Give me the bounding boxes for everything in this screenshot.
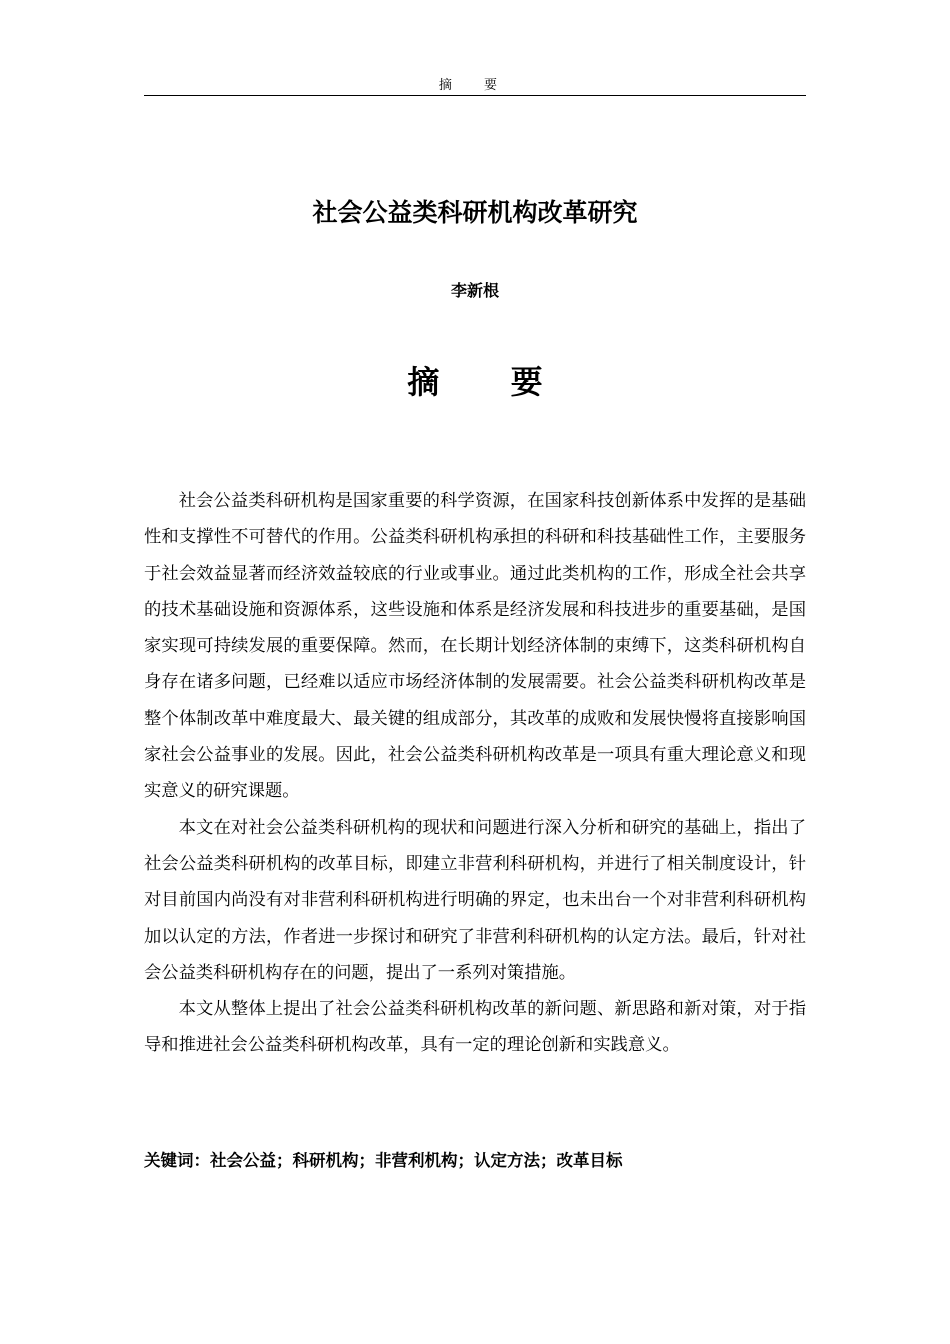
keywords-line: 关键词：社会公益；科研机构；非营利机构；认定方法；改革目标	[144, 1151, 623, 1170]
abstract-heading: 摘 要	[407, 363, 573, 401]
abstract-body	[144, 483, 806, 1064]
running-header: 摘 要	[438, 78, 512, 93]
abstract-paragraph: 本文在对社会公益类科研机构的现状和问题进行深入分析和研究的基础上，指出了社会公益类科研机构的改革目标，即建立非营利科研机构，并进行了相关制度设计，针对目前国内尚没有对非营利科研机构进行明确的界定，也未出台一个对非营利科研机构加以认定的方法，作者进一步探讨和研究了非营利科研机构的认定方法。最后，针对社会公益类科研机构存在的问题，提出了一系列对策措施。	[144, 817, 806, 983]
author-name: 李新根	[450, 281, 499, 300]
abstract-paragraph: 本文从整体上提出了社会公益类科研机构改革的新问题、新思路和新对策，对于指导和推进社会公益类科研机构改革，具有一定的理论创新和实践意义。	[144, 999, 806, 1056]
document-title: 社会公益类科研机构改革研究	[312, 198, 638, 227]
header-rule	[144, 95, 806, 96]
abstract-paragraph: 社会公益类科研机构是国家重要的科学资源，在国家科技创新体系中发挥的是基础性和支撑性不可替代的作用。公益类科研机构承担的科研和科技基础性工作，主要服务于社会效益显著而经济效益较底的行业或事业。通过此类机构的工作，形成全社会共享的技术基础设施和资源体系，这些设施和体系是经济发展和科技进步的重要基础，是国家实现可持续发展的重要保障。然而，在长期计划经济体制的束缚下，这类科研机构自身存在诸多问题，已经难以适应市场经济体制的发展需要。社会公益类科研机构改革是整个体制改革中难度最大、最关键的组成部分，其改革的成败和发展快慢将直接影响国家社会公益事业的发展。因此，社会公益类科研机构改革是一项具有重大理论意义和现实意义的研究课题。	[144, 491, 806, 802]
